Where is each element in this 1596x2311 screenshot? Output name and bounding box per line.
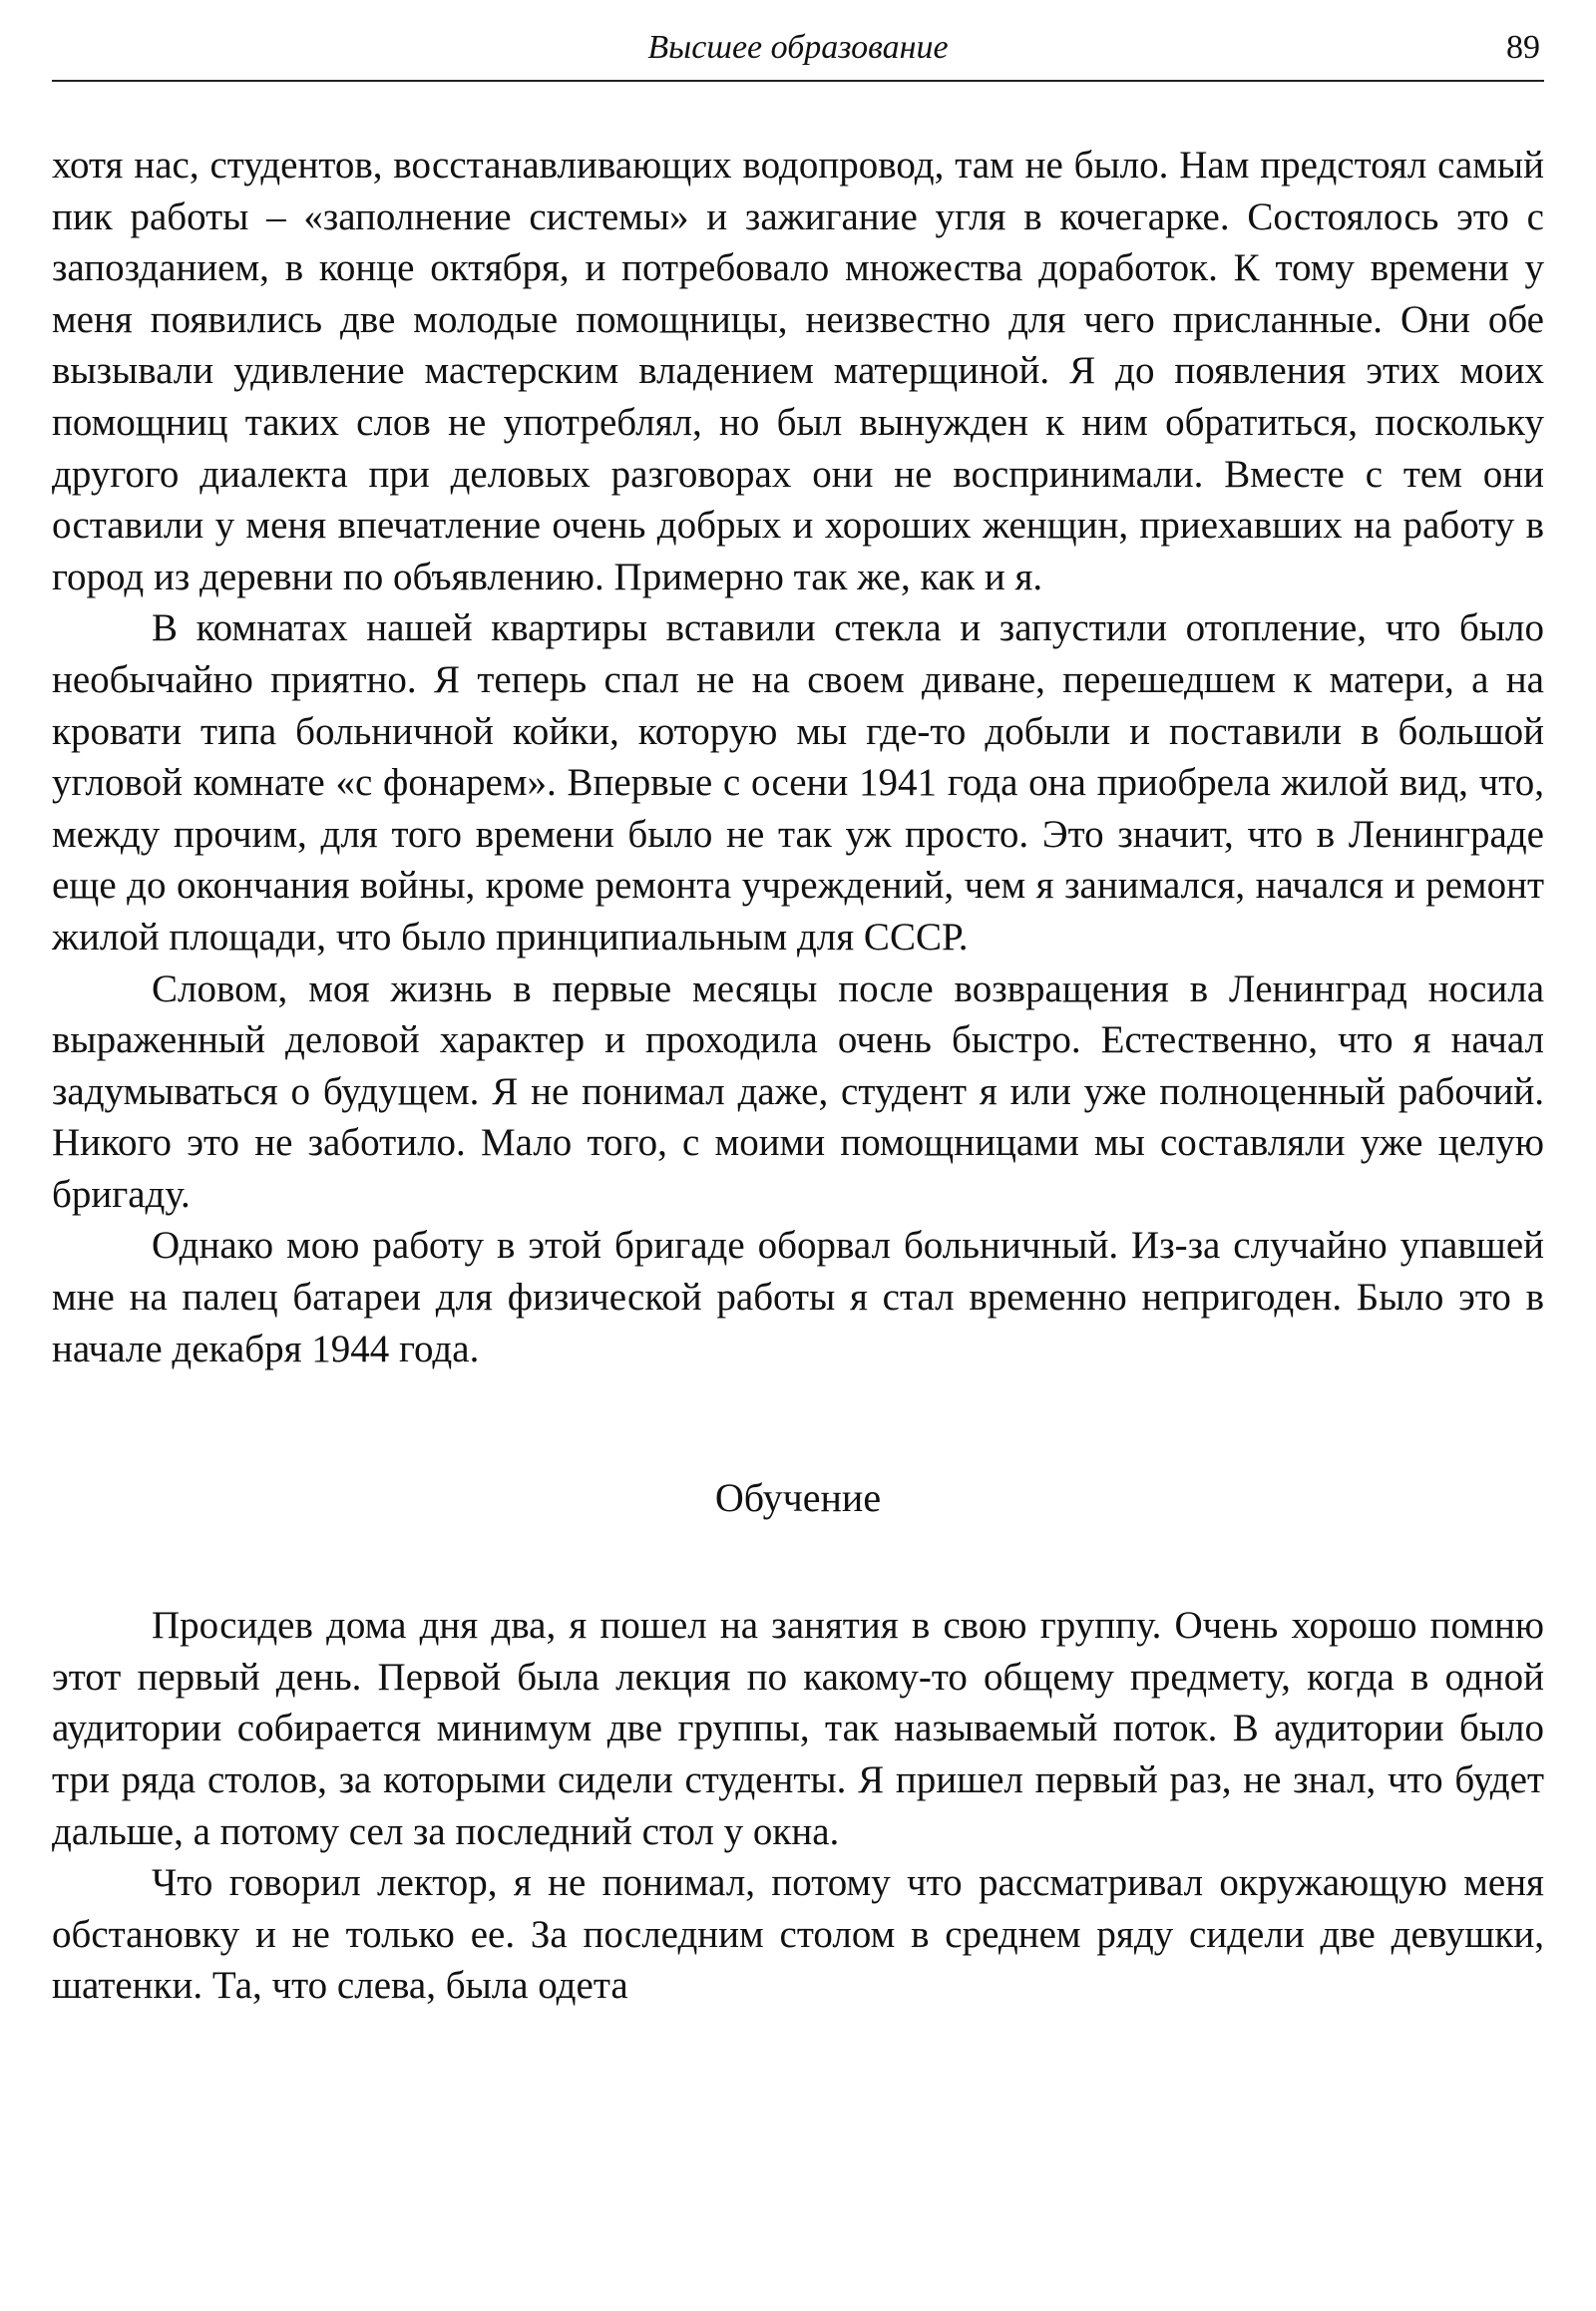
running-header (52, 0, 1544, 82)
page-number: 89 (1506, 29, 1540, 66)
running-header-title: Высшее образование (647, 29, 949, 66)
paragraph: Словом, моя жизнь в первые месяцы после возвращения в Ленинград носила выраженный деловой характер и проходила очень быстро. Естественно, что я начал задумываться о будущем. Я не понимал даже, студент я или уже полноценный рабочий. Никого это не заботило. Мало того, с моими помощницами мы составляли уже целую бригаду. (52, 966, 1544, 1216)
section-heading: Обучение (714, 1475, 882, 1521)
paragraph: Что говорил лектор, я не понимал, потому что рассматривал окружающую меня обстановку и не только ее. За последним столом в среднем ряду сидели две девушки, шатенки. Та, что слева, была одета (52, 1861, 1544, 2008)
paragraph: Однако мою работу в этой бригаде оборвал больничный. Из-за случайно упавшей мне на палец батареи для физической работы я стал временно непригоден. Было это в начале декабря 1944 года. (52, 1224, 1544, 1370)
paragraph: В комнатах нашей квартиры вставили стекла и запустили отопление, что было необычайно приятно. Я теперь спал не на своем диване, перешедшем к матери, а на кровати типа больничной койки, которую мы где-то добыли и поставили в большой угловой комнате «с фонарем». Впервые с осени 1941 года она приобрела жилой вид, что, между прочим, для того времени было не так уж просто. Это значит, что в Ленинграде еще до окончания войны, кроме ремонта учреждений, чем я занимался, начался и ремонт жилой площади, что было принципиальным для СССР. (52, 606, 1544, 959)
paragraph: хотя нас, студентов, восстанавливающих водопровод, там не было. Нам предстоял самый пик работы – «заполнение системы» и зажигание угля в кочегарке. Состоялось это с запозданием, в конце октября, и потребовало множества доработок. К тому времени у меня появились две молодые помощницы, неизвестно для чего присланные. Они обе вызывали удивление мастерским владением матерщиной. Я до появления этих моих помощниц таких слов не употреблял, но был вынужден к ним обратиться, поскольку другого диалекта при деловых разговорах они не воспринимали. Вместе с тем они оставили у меня впечатление очень добрых и хороших женщин, приехавших на работу в город из деревни по объявлению. Примерно так же, как и я. (52, 144, 1544, 598)
body-text (52, 140, 1544, 2012)
paragraph: Просидев дома дня два, я пошел на занятия в свою группу. Очень хорошо помню этот первый день. Первой была лекция по какому-то общему предмету, когда в одной аудитории собирается минимум две группы, так называемый поток. В аудитории было три ряда столов, за которыми сидели студенты. Я пришел первый раз, не знал, что будет дальше, а потому сел за последний стол у окна. (52, 1604, 1544, 1853)
book-page (52, 0, 1544, 2012)
